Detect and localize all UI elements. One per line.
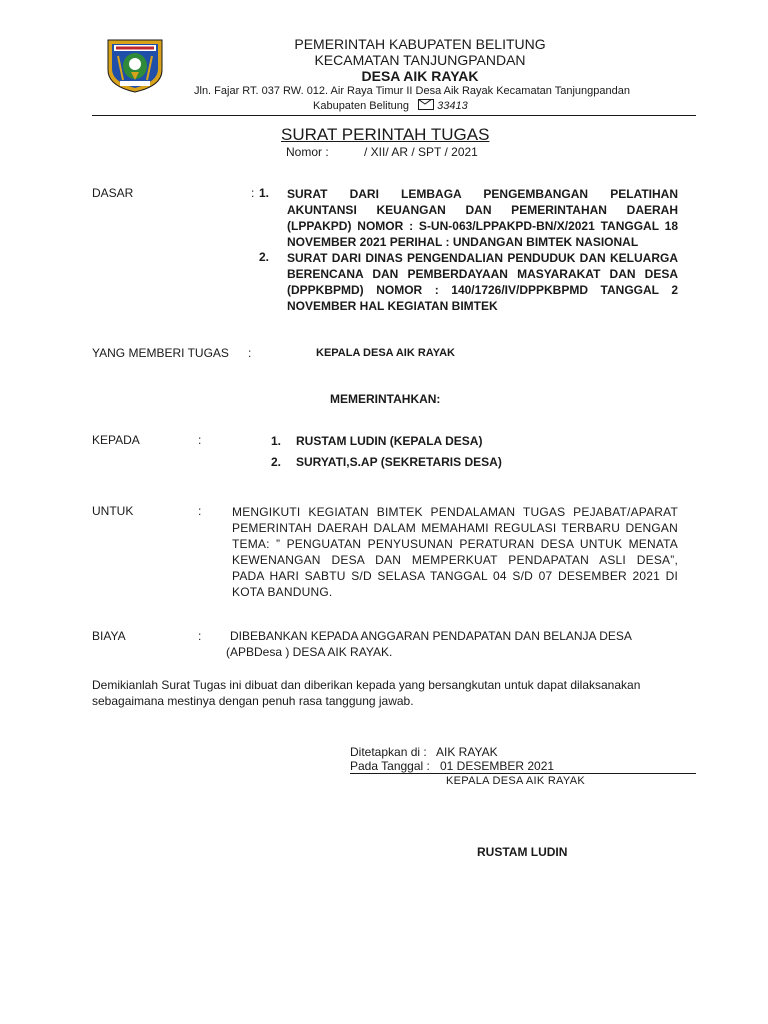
dasar-item-1-line-2: AKUNTANSI KEUANGAN DAN PEMERINTAHAN DAERAH: [287, 203, 678, 217]
pemberi-label: YANG MEMBERI TUGAS: [92, 346, 229, 360]
signature-position: KEPALA DESA AIK RAYAK: [446, 775, 585, 787]
tanggal-value: 01 DESEMBER 2021: [440, 759, 555, 773]
dasar-label: DASAR: [92, 186, 134, 200]
mail-icon: [418, 99, 434, 110]
dasar-item-2-line-1: SURAT DARI DINAS PENGENDALIAN PENDUDUK DAN KELUARGA: [287, 251, 678, 265]
kepada-colon: :: [198, 433, 202, 447]
dasar-item-1-line-4: NOVEMBER 2021 PERIHAL : UNDANGAN BIMTEK NASIONAL: [287, 235, 639, 249]
header-address-line2: [313, 99, 468, 112]
untuk-line-4: KEWENANGAN DESA DAN MEMPERKUAT PENDAPATAN ASLI DESA”,: [232, 553, 678, 567]
header-postal-code: 33413: [437, 100, 468, 112]
header-government-line: PEMERINTAH KABUPATEN BELITUNG: [294, 36, 546, 52]
memerintahkan-heading: MEMERINTAHKAN:: [330, 392, 441, 406]
kepada-item-1-number: 1.: [271, 434, 282, 448]
ditetapkan-value: AIK RAYAK: [436, 745, 498, 759]
document-title: SURAT PERINTAH TUGAS: [281, 125, 490, 144]
header-address-line: Jln. Fajar RT. 037 RW. 012. Air Raya Timur II Desa Aik Rayak Kecamatan Tanjungpandan: [194, 85, 630, 97]
kepada-item-1-text: RUSTAM LUDIN (KEPALA DESA): [296, 434, 483, 448]
dasar-item-1-line-1: SURAT DARI LEMBAGA PENGEMBANGAN PELATIHAN: [287, 187, 678, 201]
dasar-item-2-line-2: BERENCANA DAN PEMBERDAYAAN MASYARAKAT DAN DESA: [287, 267, 678, 281]
biaya-label: BIAYA: [92, 629, 126, 643]
dasar-item-2-number: 2.: [259, 250, 270, 264]
closing-line-2: sebagaimana mestinya dengan penuh rasa tanggung jawab.: [92, 694, 414, 708]
pemberi-value: KEPALA DESA AIK RAYAK: [316, 347, 455, 359]
biaya-line-2: (APBDesa ) DESA AIK RAYAK.: [226, 645, 393, 659]
biaya-line-1: DIBEBANKAN KEPADA ANGGARAN PENDAPATAN DAN BELANJA DESA: [230, 629, 632, 643]
header-divider: [92, 115, 696, 116]
header-district-line: KECAMATAN TANJUNGPANDAN: [314, 52, 526, 68]
untuk-line-3: TEMA: ” PENGUATAN PENYUSUNAN PERATURAN DESA UNTUK MENATA: [232, 537, 678, 551]
untuk-line-6: KOTA BANDUNG.: [232, 585, 333, 599]
kepada-item-2-text: SURYATI,S.AP (SEKRETARIS DESA): [296, 455, 502, 469]
signature-divider: [350, 773, 696, 774]
nomor-value: / XII/ AR / SPT / 2021: [364, 145, 478, 159]
header-village-line: DESA AIK RAYAK: [361, 68, 479, 84]
regency-emblem-icon: [104, 36, 166, 94]
header-regency: Kabupaten Belitung: [313, 100, 410, 112]
dasar-item-2-line-3: (DPPKBPMD) NOMOR : 140/1726/IV/DPPKBPMD TANGGAL 2: [287, 283, 678, 297]
pemberi-colon: :: [248, 346, 252, 360]
biaya-colon: :: [198, 629, 202, 643]
kepada-item-2-number: 2.: [271, 455, 282, 469]
dasar-item-1-line-3: (LPPAKPD) NOMOR : S-UN-063/LPPAKPD-BN/X/2021 TANGGAL 18: [287, 219, 678, 233]
closing-line-1: Demikianlah Surat Tugas ini dibuat dan diberikan kepada yang bersangkutan untuk dapat dilaksanakan: [92, 678, 641, 692]
untuk-label: UNTUK: [92, 504, 134, 518]
tanggal-label: Pada Tanggal :: [350, 759, 430, 773]
nomor-label: Nomor :: [286, 145, 329, 159]
untuk-line-5: PADA HARI SABTU S/D SELASA TANGGAL 04 S/D 07 DESEMBER 2021 DI: [232, 569, 678, 583]
ditetapkan-label: Ditetapkan di :: [350, 745, 427, 759]
untuk-line-2: PEMERINTAH DAERAH DALAM MEMAHAMI REGULASI TERBARU DENGAN: [232, 521, 678, 535]
signatory-name: RUSTAM LUDIN: [477, 845, 568, 859]
untuk-colon: :: [198, 504, 202, 518]
dasar-item-1-number: 1.: [259, 186, 270, 200]
dasar-item-2-line-4: NOVEMBER HAL KEGIATAN BIMTEK: [287, 299, 498, 313]
dasar-colon: :: [251, 186, 255, 200]
kepada-label: KEPADA: [92, 433, 140, 447]
untuk-line-1: MENGIKUTI KEGIATAN BIMTEK PENDALAMAN TUGAS PEJABAT/APARAT: [232, 505, 678, 519]
